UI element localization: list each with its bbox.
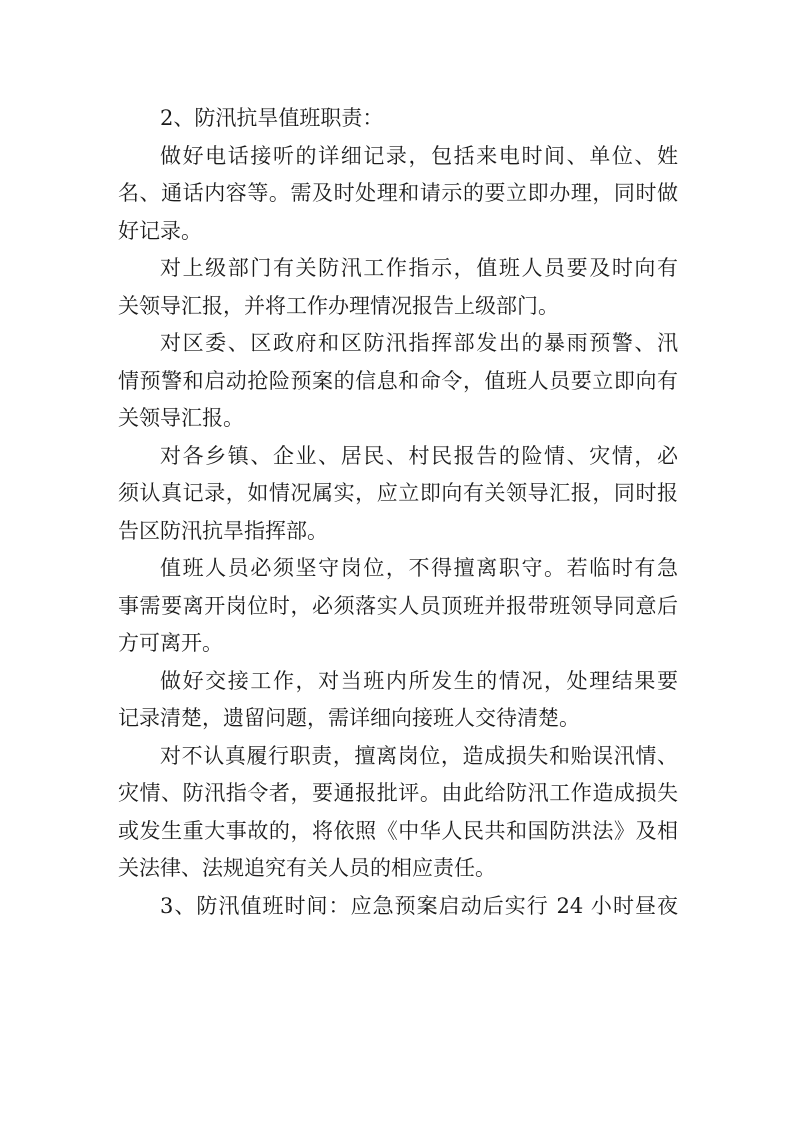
- paragraph-line: 对不认真履行职责，擅离岗位，造成损失和贻误汛情、: [160, 743, 678, 768]
- paragraph-line: 做好电话接听的详细记录，包括来电时间、单位、姓: [160, 143, 678, 168]
- document-body: [118, 100, 678, 925]
- paragraph-line: 好记录。: [118, 218, 202, 243]
- paragraph-line: 须认真记录，如情况属实，应立即向有关领导汇报，同时报: [118, 481, 678, 505]
- section-heading-duty-time: 3、防汛值班时间：应急预案启动后实行 24 小时昼夜: [160, 893, 678, 918]
- paragraph-line: 关领导汇报。: [118, 406, 244, 430]
- paragraph-line: 情预警和启动抢险预案的信息和命令，值班人员要立即向有: [118, 368, 678, 393]
- paragraph-line: 方可离开。: [118, 631, 223, 655]
- paragraph-line: 事需要离开岗位时，必须落实人员顶班并报带班领导同意后: [118, 593, 678, 618]
- paragraph-line: 或发生重大事故的，将依照《中华人民共和国防洪法》及相: [118, 818, 678, 843]
- paragraph-line: 做好交接工作，对当班内所发生的情况，处理结果要: [160, 668, 678, 693]
- paragraph-line: 对上级部门有关防汛工作指示，值班人员要及时向有: [160, 256, 678, 280]
- section-heading-duty-responsibilities: 2、防汛抗旱值班职责：: [160, 106, 384, 130]
- paragraph-line: 关领导汇报，并将工作办理情况报告上级部门。: [118, 293, 559, 318]
- paragraph-line: 关法律、法规追究有关人员的相应责任。: [118, 856, 496, 880]
- paragraph-line: 记录清楚，遗留问题，需详细向接班人交待清楚。: [118, 706, 580, 730]
- paragraph-line: 灾情、防汛指令者，要通报批评。由此给防汛工作造成损失: [118, 781, 678, 805]
- paragraph-line: 对区委、区政府和区防汛指挥部发出的暴雨预警、汛: [160, 331, 678, 355]
- paragraph-line: 告区防汛抗旱指挥部。: [118, 518, 328, 543]
- paragraph-line: 对各乡镇、企业、居民、村民报告的险情、灾情，必: [160, 443, 678, 468]
- paragraph-line: 值班人员必须坚守岗位，不得擅离职守。若临时有急: [160, 556, 678, 580]
- paragraph-line: 名、通话内容等。需及时处理和请示的要立即办理，同时做: [118, 181, 678, 205]
